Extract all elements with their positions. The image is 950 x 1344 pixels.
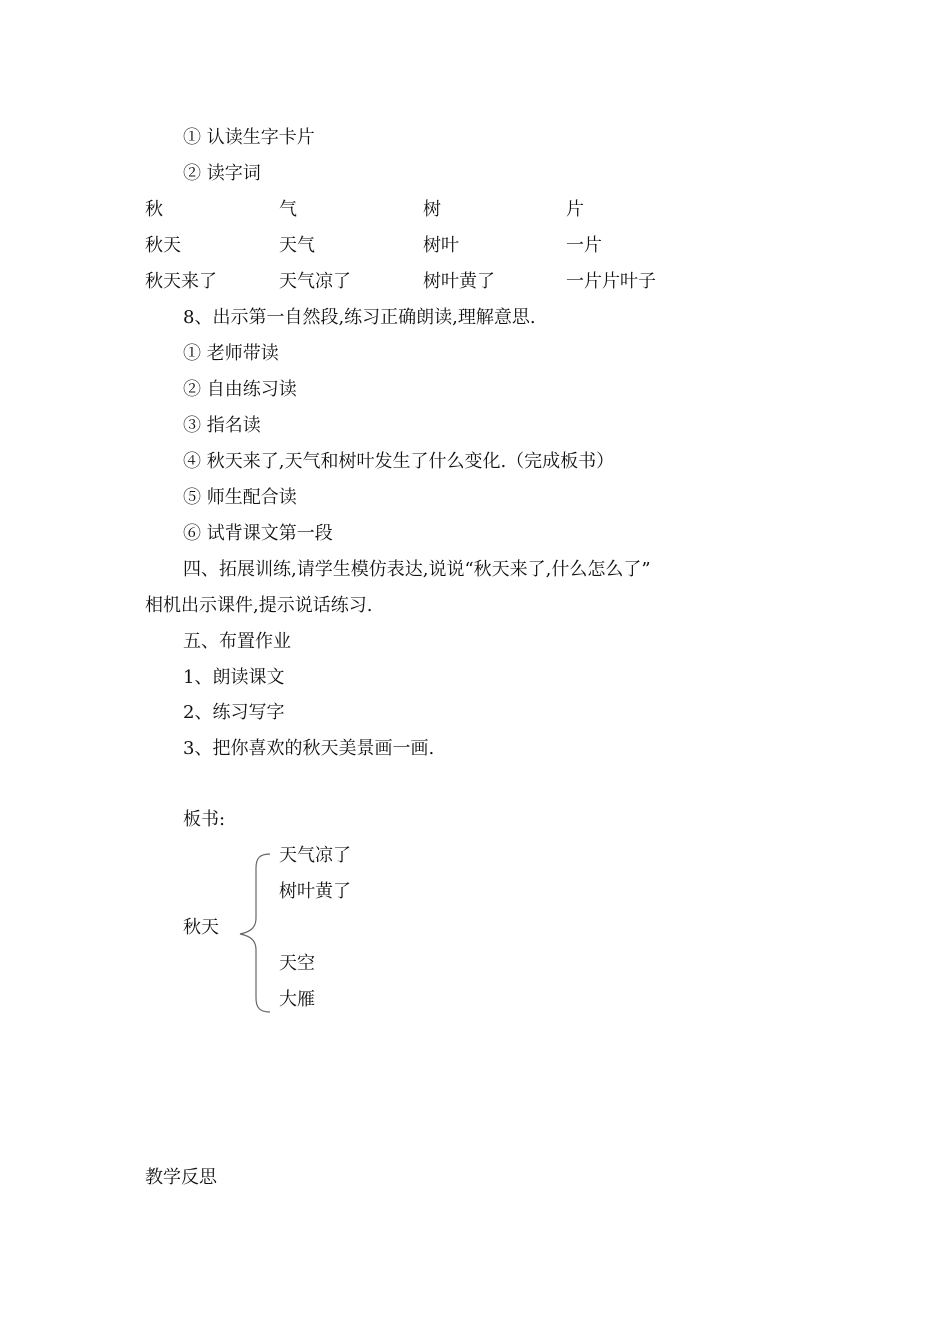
word-cell: 树叶 <box>423 235 459 256</box>
board-branch: 大雁 <box>279 989 315 1010</box>
board-branch: 天气凉了 <box>279 845 351 866</box>
board-branch: 树叶黄了 <box>279 881 351 902</box>
step8-item: ④ 秋天来了,天气和树叶发生了什么变化.（完成板书） <box>183 451 615 472</box>
step-read-cards: ① 认读生字卡片 <box>183 127 315 148</box>
step8-item: ⑥ 试背课文第一段 <box>183 523 333 544</box>
board-root: 秋天 <box>183 917 219 938</box>
word-cell: 天气凉了 <box>279 271 351 292</box>
step8-title: 8、出示第一自然段,练习正确朗读,理解意思. <box>183 307 536 328</box>
word-cell: 天气 <box>279 235 315 256</box>
section5-title: 五、布置作业 <box>183 631 291 652</box>
step8-item: ⑤ 师生配合读 <box>183 487 297 508</box>
homework-item: 1、朗读课文 <box>183 667 285 688</box>
word-cell: 一片片叶子 <box>566 271 656 292</box>
word-cell: 一片 <box>566 235 602 256</box>
board-branch: 天空 <box>279 953 315 974</box>
homework-item: 3、把你喜欢的秋天美景画一画. <box>183 738 435 759</box>
word-cell: 树 <box>423 199 441 220</box>
reflection-heading: 教学反思 <box>145 1167 217 1188</box>
word-cell: 气 <box>279 199 297 220</box>
word-cell: 树叶黄了 <box>423 271 495 292</box>
curly-brace-icon <box>236 852 276 1014</box>
step8-item: ① 老师带读 <box>183 343 279 364</box>
step8-item: ③ 指名读 <box>183 415 261 436</box>
section4-line2: 相机出示课件,提示说话练习. <box>145 595 373 616</box>
word-cell: 秋天来了 <box>145 271 217 292</box>
word-cell: 秋天 <box>145 235 181 256</box>
step8-item: ② 自由练习读 <box>183 379 297 400</box>
board-label: 板书: <box>183 809 226 830</box>
homework-item: 2、练习写字 <box>183 702 285 723</box>
step-read-words: ② 读字词 <box>183 163 261 184</box>
word-cell: 片 <box>566 199 584 220</box>
word-cell: 秋 <box>145 199 163 220</box>
section4-line1: 四、拓展训练,请学生模仿表达,说说“秋天来了,什么怎么了” <box>183 559 651 580</box>
